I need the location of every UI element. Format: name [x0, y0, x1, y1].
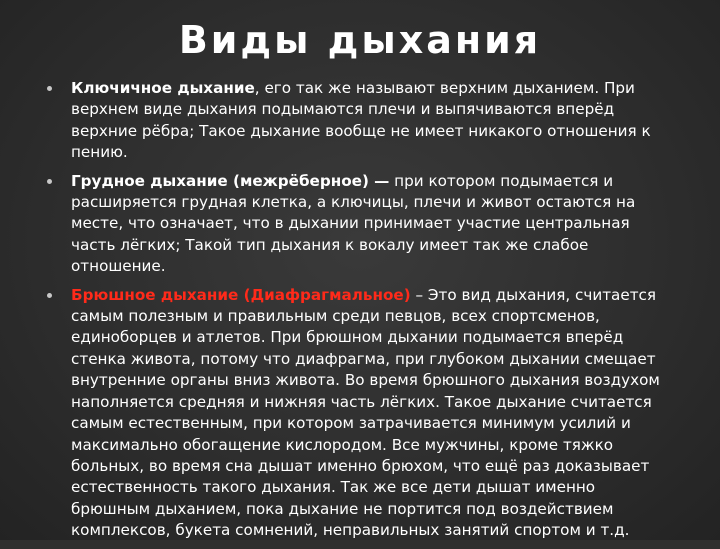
- slide-title: Виды дыхания: [178, 18, 542, 62]
- list-item-clavicular: [47, 78, 677, 164]
- description-clavicular: , его так же называют верхним дыханием. При верхнем виде дыхания подымаются плечи и выпячиваются вперёд верхние рёбра; Такое дыхание вообще не имеет никакого отношения к пению.: [71, 79, 651, 162]
- description-abdominal: – Это вид дыхания, считается самым полезным и правильным среди певцов, всех спортсменов, единоборцев и атлетов. При брюшном дыхании подымается вперёд стенка живота, потому что диафрагма, при глубоком дыхании смещает внутренние органы вниз живота. Во время брюшного дыхания воздухом наполняется средняя и нижняя часть лёгких. Такое дыхание считается самым естественным, при котором затрачивается минимум усилий и максимально обогащение кислородом. Все мужчины, кроме тяжко больных, во время сна дышат именно брюхом, что ещё раз доказывает естественность такого дыхания. Так же все дети дышат именно брюшным дыханием, пока дыхание не портится под воздействием комплексов, букета сомнений, неправильных занятий спортом и т.д.: [71, 285, 660, 540]
- list-item-chest: [47, 171, 677, 278]
- description-chest: при котором подымается и расширяется грудная клетка, а ключицы, плечи и живот остаются на месте, что означает, что в дыхании принимает участие центральная часть лёгких; Такой тип дыхания к вокалу имеет так же слабое отношение.: [71, 171, 636, 276]
- bullet-icon: [47, 86, 52, 91]
- term-chest: Грудное дыхание (межрёберное) —: [71, 171, 390, 190]
- term-clavicular: Ключичное дыхание: [71, 79, 255, 97]
- bullet-icon: [47, 293, 52, 298]
- bullet-icon: [47, 179, 52, 184]
- bullet-list: [47, 78, 677, 549]
- term-abdominal: Брюшное дыхание (Диафрагмальное): [71, 285, 411, 304]
- list-item-abdominal: [47, 285, 677, 542]
